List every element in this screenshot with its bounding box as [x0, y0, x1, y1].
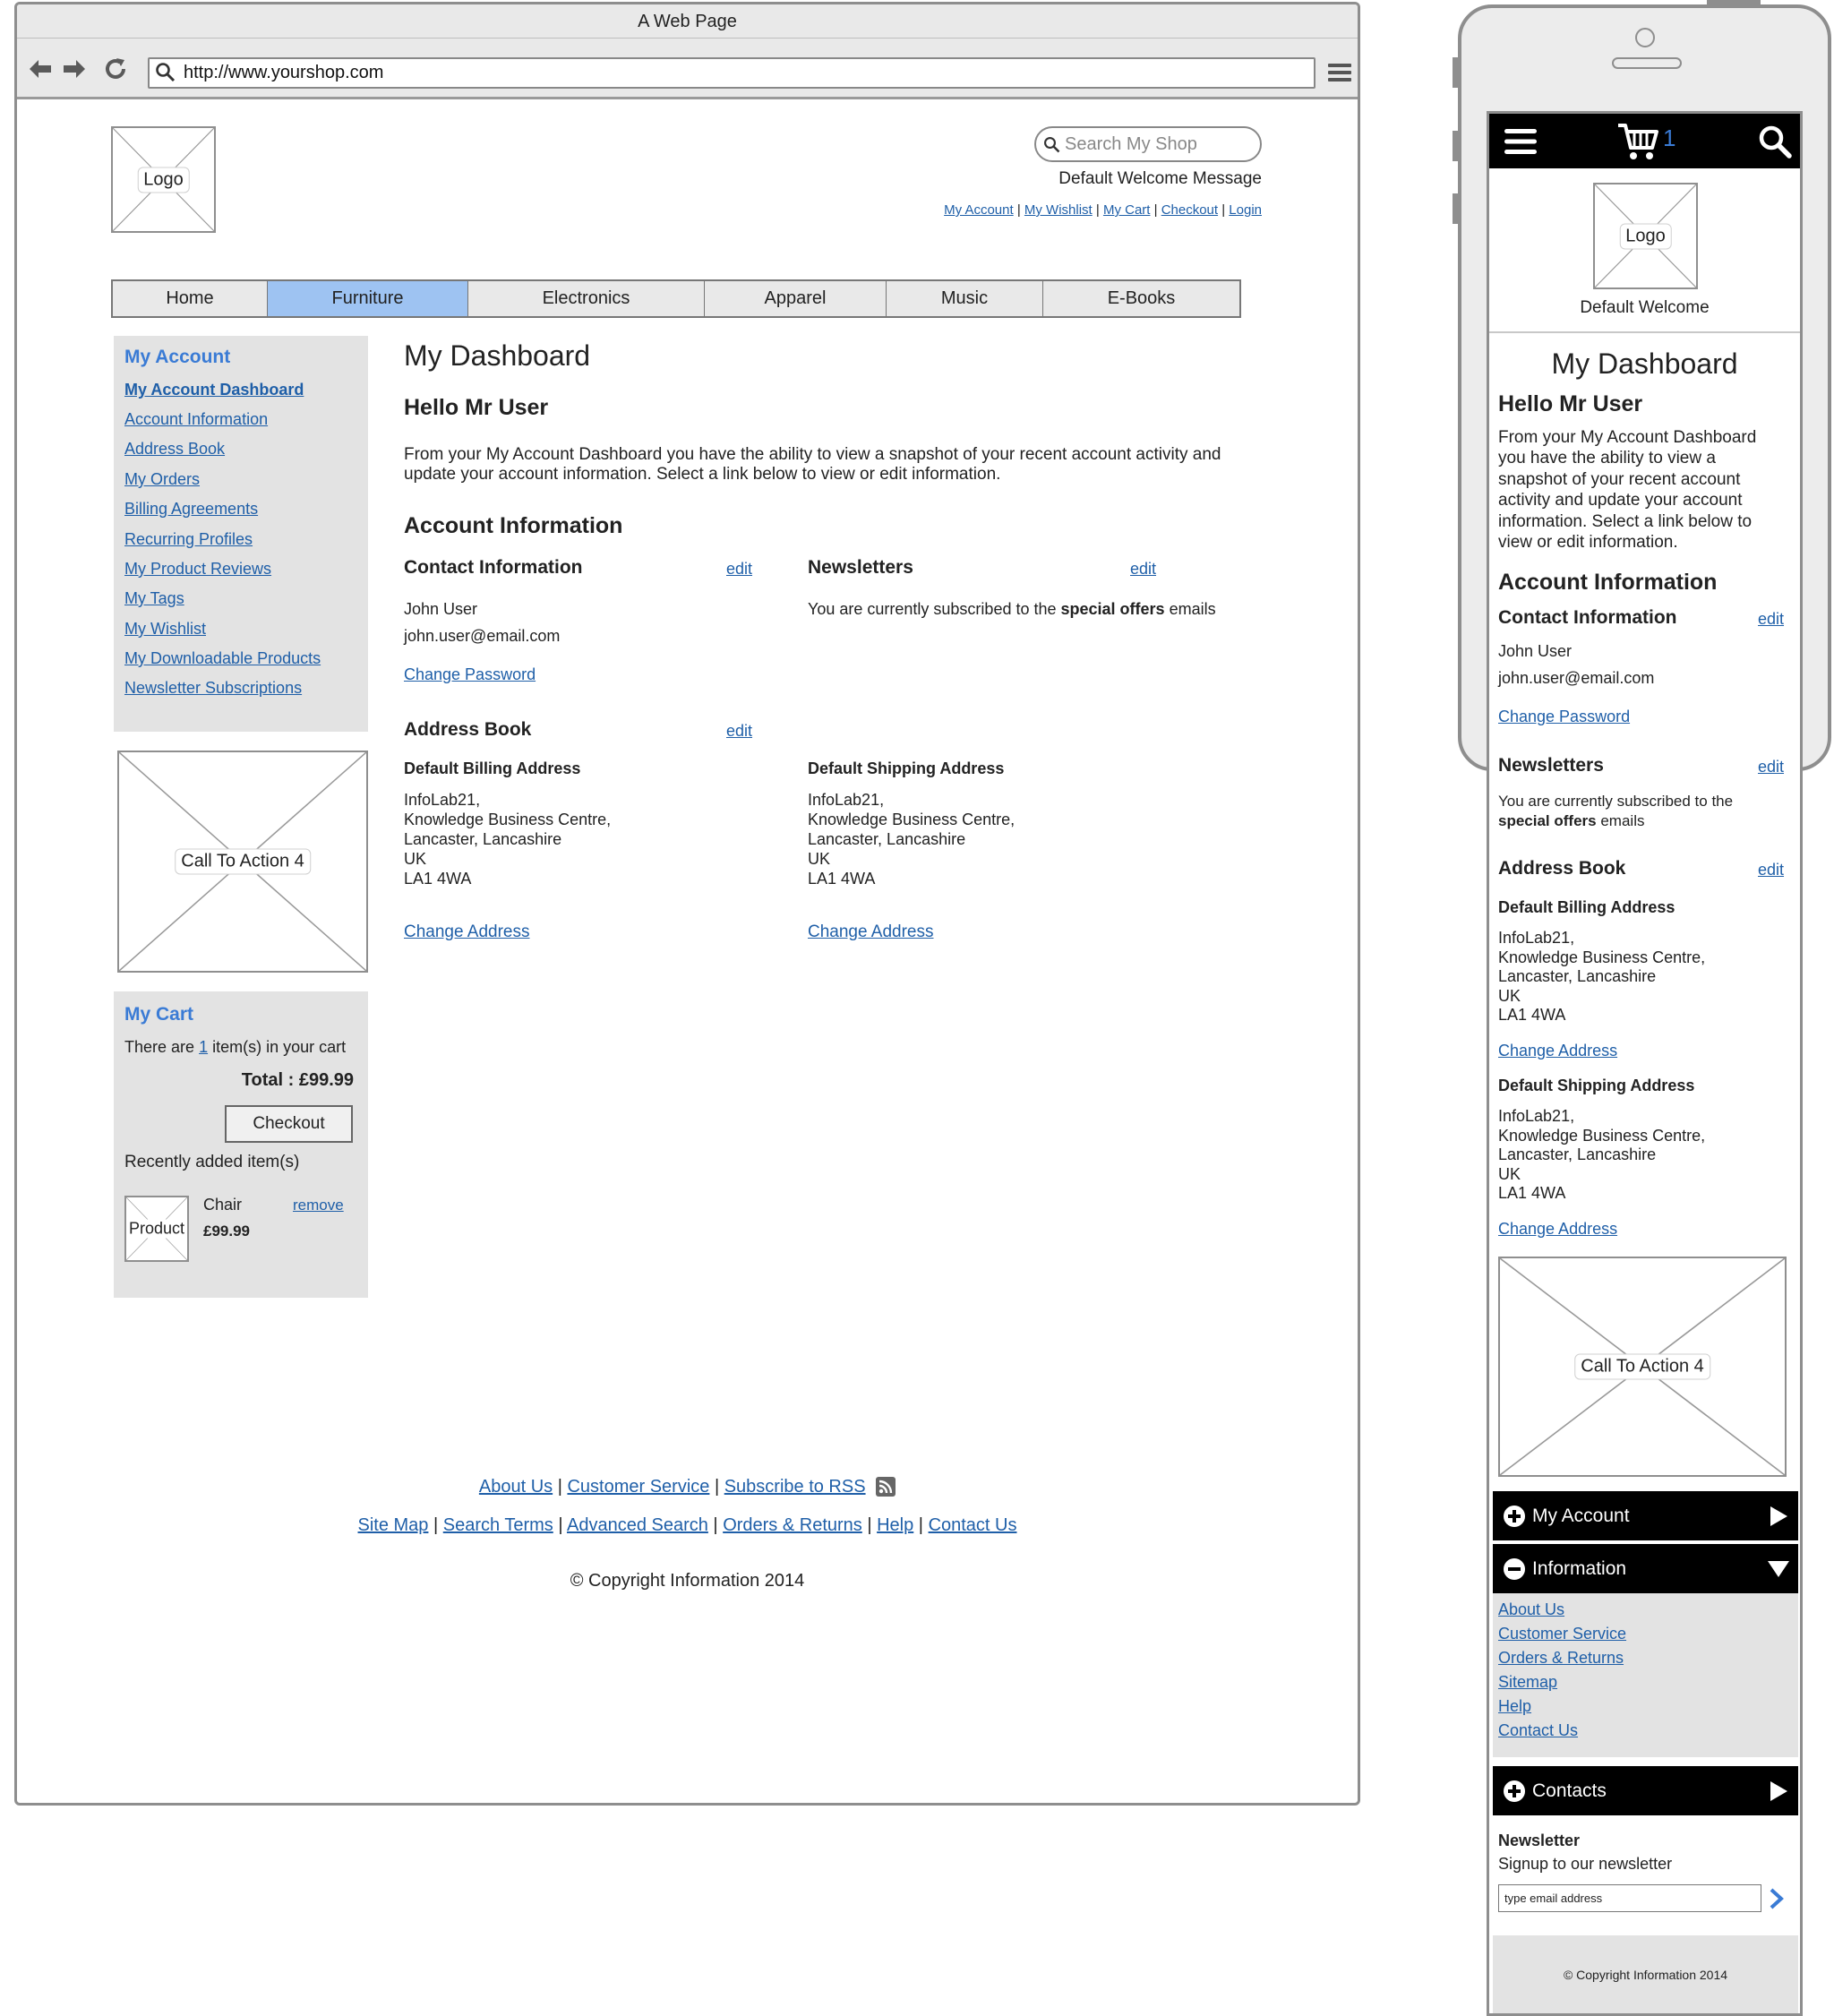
- phone-camera: [1635, 28, 1655, 47]
- greeting: Hello Mr User: [404, 395, 549, 420]
- info-link-about-us[interactable]: About Us: [1498, 1600, 1565, 1618]
- call-to-action-banner[interactable]: Call To Action 4: [117, 751, 368, 973]
- top-link-checkout[interactable]: Checkout: [1161, 202, 1219, 218]
- mobile-contact-edit-link[interactable]: edit: [1758, 610, 1785, 628]
- sidebar-item-my-tags[interactable]: My Tags: [124, 589, 184, 607]
- mobile-address-book-title: Address Book: [1498, 858, 1626, 879]
- menu-icon[interactable]: [1326, 60, 1353, 87]
- top-link-my-wishlist[interactable]: My Wishlist: [1024, 202, 1093, 218]
- mobile-contact-email: john.user@email.com: [1498, 669, 1655, 687]
- minus-circle-icon: [1504, 1558, 1525, 1580]
- mobile-greeting: Hello Mr User: [1498, 391, 1643, 416]
- tab-apparel[interactable]: Apparel: [705, 281, 887, 316]
- top-links: My Account | My Wishlist | My Cart | Checkout | Login: [944, 202, 1262, 218]
- mobile-shipping-address: InfoLab21, Knowledge Business Centre, Lancaster, Lancashire UK LA1 4WA: [1498, 1107, 1706, 1203]
- mobile-newsletters-text: You are currently subscribed to the special offers emails: [1498, 793, 1734, 829]
- info-link-customer-service[interactable]: Customer Service: [1498, 1625, 1627, 1643]
- contact-edit-link[interactable]: edit: [726, 560, 753, 578]
- footer-link-search-terms[interactable]: Search Terms: [442, 1515, 553, 1535]
- url-text: http://www.yourshop.com: [184, 63, 384, 82]
- sidebar-item-product-reviews[interactable]: My Product Reviews: [124, 560, 272, 578]
- tab-electronics[interactable]: Electronics: [468, 281, 705, 316]
- mobile-intro: From your My Account Dashboard you have the ability to view a snapshot of your recent account activity and update your account information. Select a link below to view or edit information.: [1498, 428, 1757, 553]
- footer-link-contact-us[interactable]: Contact Us: [928, 1515, 1017, 1535]
- mobile-logo[interactable]: Logo: [1593, 183, 1698, 289]
- accordion-my-account[interactable]: My Account: [1493, 1491, 1798, 1540]
- tab-music[interactable]: Music: [887, 281, 1043, 316]
- forward-arrow-icon[interactable]: [60, 55, 89, 83]
- sidebar-title: My Account: [124, 347, 231, 367]
- newsletters-title: Newsletters: [808, 557, 913, 578]
- mobile-shipping-change-address-link[interactable]: Change Address: [1498, 1220, 1618, 1238]
- newsletters-edit-link[interactable]: edit: [1130, 560, 1157, 578]
- footer-links-row2: Site Map | Search Terms | Advanced Search | Orders & Returns | Help | Contact Us: [357, 1515, 1017, 1535]
- mobile-billing-address: InfoLab21, Knowledge Business Centre, Lancaster, Lancashire UK LA1 4WA: [1498, 929, 1706, 1025]
- sidebar-item-billing-agreements[interactable]: Billing Agreements: [124, 500, 259, 518]
- info-link-contact-us[interactable]: Contact Us: [1498, 1721, 1579, 1739]
- top-link-my-cart[interactable]: My Cart: [1102, 202, 1151, 218]
- mobile-address-book-edit-link[interactable]: edit: [1758, 861, 1785, 879]
- sidebar-item-dashboard[interactable]: My Account Dashboard: [124, 381, 304, 399]
- footer-link-orders-returns[interactable]: Orders & Returns: [723, 1515, 862, 1535]
- browser-window: [14, 2, 1360, 1806]
- mobile-screen: [1487, 111, 1803, 2016]
- accordion-information[interactable]: Information: [1493, 1544, 1798, 1593]
- intro-text: From your My Account Dashboard you have the ability to view a snapshot of your recent account activity and update your account information. Select a link below to view or edit information.: [404, 445, 1221, 484]
- sidebar-item-newsletter-subscriptions[interactable]: Newsletter Subscriptions: [124, 679, 303, 697]
- contact-email: john.user@email.com: [404, 627, 561, 645]
- phone-speaker: [1612, 57, 1682, 69]
- cart-item-price: £99.99: [203, 1222, 250, 1240]
- contact-info-title: Contact Information: [404, 557, 583, 578]
- mobile-divider: [1489, 331, 1800, 333]
- cart-remove-link[interactable]: remove: [293, 1197, 344, 1214]
- main-nav: [111, 279, 1241, 318]
- mini-cart-title: My Cart: [124, 1004, 194, 1025]
- play-right-icon: [1769, 1506, 1788, 1527]
- newsletters-text: You are currently subscribed to the special offers emails: [808, 600, 1216, 618]
- sidebar-item-my-wishlist[interactable]: My Wishlist: [124, 620, 206, 638]
- checkout-button[interactable]: Checkout: [225, 1105, 353, 1143]
- recently-added-label: Recently added item(s): [124, 1153, 300, 1171]
- shipping-title: Default Shipping Address: [808, 759, 1005, 777]
- mobile-account-info-title: Account Information: [1498, 570, 1718, 595]
- shipping-change-address-link[interactable]: Change Address: [808, 922, 934, 941]
- browser-title: A Web Page: [17, 4, 1358, 39]
- billing-address: InfoLab21, Knowledge Business Centre, Lancaster, Lancashire UK LA1 4WA: [404, 791, 612, 888]
- address-book-edit-link[interactable]: edit: [726, 722, 753, 740]
- rss-icon[interactable]: [876, 1477, 896, 1497]
- plus-circle-icon: [1504, 1780, 1525, 1802]
- footer-link-subscribe-rss[interactable]: Subscribe to RSS: [724, 1477, 866, 1497]
- mobile-newsletter-title: Newsletter: [1498, 1832, 1581, 1849]
- chevron-right-icon[interactable]: [1767, 1888, 1787, 1909]
- newsletter-email-input[interactable]: type email address: [1498, 1884, 1761, 1912]
- address-book-title: Address Book: [404, 719, 532, 740]
- billing-title: Default Billing Address: [404, 759, 581, 777]
- welcome-message: Default Welcome Message: [1058, 169, 1262, 188]
- mobile-footer: [1493, 1935, 1798, 2016]
- play-right-icon: [1769, 1780, 1788, 1802]
- mini-cart-total: Total : £99.99: [241, 1070, 354, 1090]
- mobile-billing-change-address-link[interactable]: Change Address: [1498, 1042, 1618, 1059]
- cart-icon[interactable]: [1616, 121, 1659, 162]
- tab-furniture[interactable]: Furniture: [268, 281, 468, 316]
- mini-cart-count-link[interactable]: 1: [199, 1038, 209, 1056]
- footer-link-advanced-search[interactable]: Advanced Search: [566, 1515, 708, 1535]
- tab-ebooks[interactable]: E-Books: [1107, 288, 1176, 308]
- top-link-login[interactable]: Login: [1229, 202, 1262, 218]
- mobile-contact-name: John User: [1498, 642, 1573, 660]
- mobile-header: [1489, 114, 1800, 168]
- information-panel: [1493, 1593, 1798, 1757]
- search-icon: [155, 62, 176, 83]
- logo[interactable]: Logo: [111, 126, 216, 233]
- mobile-call-to-action-banner[interactable]: Call To Action 4: [1498, 1257, 1787, 1477]
- footer-copyright: © Copyright Information 2014: [570, 1571, 805, 1591]
- accordion-contacts[interactable]: Contacts: [1493, 1766, 1798, 1815]
- change-password-link[interactable]: Change Password: [404, 665, 536, 683]
- sidebar-account-box: [114, 336, 368, 732]
- mobile-copyright: © Copyright Information 2014: [1563, 1968, 1728, 1982]
- play-down-icon: [1767, 1560, 1790, 1578]
- info-link-sitemap[interactable]: Sitemap: [1498, 1673, 1558, 1691]
- mobile-page-title: My Dashboard: [1551, 347, 1738, 380]
- page-title: My Dashboard: [404, 339, 591, 372]
- mini-cart-summary: There are 1 item(s) in your cart: [124, 1038, 347, 1056]
- information-links: [1498, 1600, 1785, 1753]
- account-info-title: Account Information: [404, 513, 623, 538]
- sidebar-item-account-information[interactable]: Account Information: [124, 410, 269, 428]
- search-icon[interactable]: [1758, 124, 1792, 159]
- footer-link-site-map[interactable]: Site Map: [357, 1515, 429, 1535]
- mobile-newsletter-subtitle: Signup to our newsletter: [1498, 1855, 1673, 1873]
- sidebar-links: [124, 381, 357, 721]
- sidebar-item-my-orders[interactable]: My Orders: [124, 470, 201, 488]
- plus-circle-icon: [1504, 1506, 1525, 1527]
- reload-icon[interactable]: [101, 55, 130, 83]
- info-link-orders-returns[interactable]: Orders & Returns: [1498, 1649, 1624, 1667]
- back-arrow-icon[interactable]: [26, 55, 55, 83]
- mobile-newsletters-title: Newsletters: [1498, 755, 1604, 776]
- mobile-newsletters-edit-link[interactable]: edit: [1758, 758, 1785, 776]
- contact-name: John User: [404, 600, 478, 618]
- footer-link-help[interactable]: Help: [877, 1515, 914, 1535]
- search-input[interactable]: [1034, 126, 1262, 162]
- info-link-help[interactable]: Help: [1498, 1697, 1532, 1715]
- mobile-billing-title: Default Billing Address: [1498, 898, 1675, 916]
- cart-count-badge[interactable]: 1: [1663, 124, 1676, 151]
- url-bar[interactable]: [148, 57, 1316, 89]
- tab-home[interactable]: Home: [113, 281, 268, 316]
- cart-item-name: Chair: [203, 1196, 243, 1214]
- mobile-welcome: Default Welcome: [1580, 298, 1710, 317]
- sidebar-item-address-book[interactable]: Address Book: [124, 440, 226, 458]
- search-icon: [1043, 136, 1061, 154]
- cart-product-image[interactable]: Product: [124, 1196, 189, 1262]
- footer-links-row1: About Us | Customer Service | Subscribe to RSS: [17, 1477, 1358, 1497]
- sidebar-item-downloadable-products[interactable]: My Downloadable Products: [124, 649, 321, 667]
- top-link-my-account[interactable]: My Account: [944, 202, 1014, 218]
- billing-change-address-link[interactable]: Change Address: [404, 922, 530, 941]
- shipping-address: InfoLab21, Knowledge Business Centre, Lancaster, Lancashire UK LA1 4WA: [808, 791, 1016, 888]
- footer-link-about-us[interactable]: About Us: [478, 1477, 553, 1497]
- browser-toolbar: [17, 39, 1358, 99]
- footer-link-customer-service[interactable]: Customer Service: [567, 1477, 710, 1497]
- mini-cart: [114, 991, 368, 1298]
- sidebar-item-recurring-profiles[interactable]: Recurring Profiles: [124, 530, 253, 548]
- mobile-contact-title: Contact Information: [1498, 607, 1677, 628]
- mobile-shipping-title: Default Shipping Address: [1498, 1077, 1695, 1094]
- hamburger-icon[interactable]: [1504, 124, 1538, 159]
- search-placeholder: Search My Shop: [1065, 134, 1197, 154]
- mobile-change-password-link[interactable]: Change Password: [1498, 708, 1631, 725]
